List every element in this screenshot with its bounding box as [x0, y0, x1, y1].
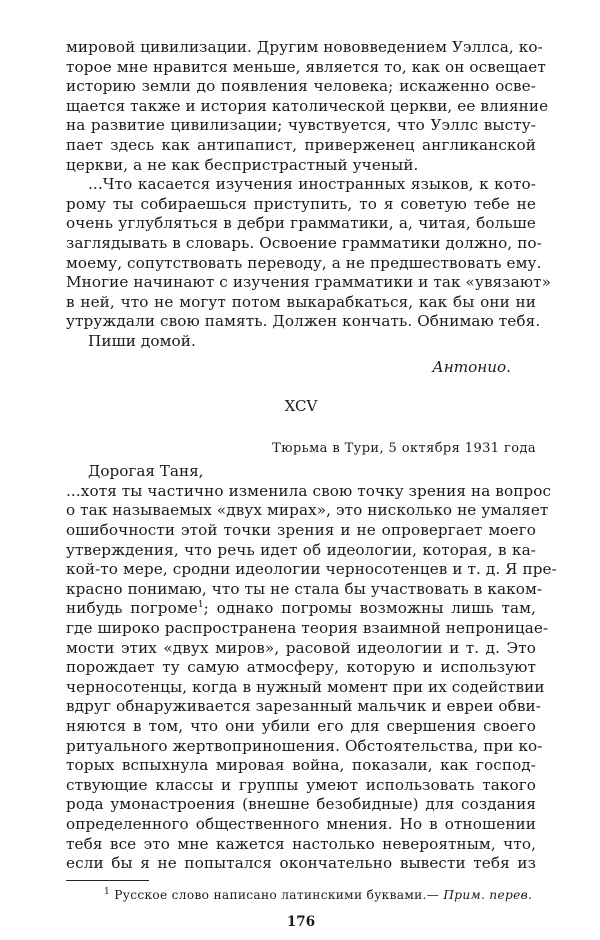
text-line: черносотенцы, когда в нужный момент при их содействии [66, 677, 545, 696]
text-line: Многие начинают с изучения грамматики и так «увязают» [66, 273, 552, 292]
text-line: порождает ту самую атмосферу, которую и используют [66, 658, 536, 677]
letter-number: XCV [284, 397, 318, 416]
greeting: Дорогая Таня, [88, 462, 204, 481]
text-line: если бы я не попытался окончательно вывести тебя из [66, 854, 536, 873]
text-line: ...хотя ты частично изменила свою точку зрения на вопрос [66, 481, 552, 500]
text-line: мости этих «двух миров», расовой идеологии и т. д. Это [66, 638, 536, 657]
text-line-with-footnote-ref [66, 599, 536, 619]
text-line: на развитие цивилизации; чувствуется, что Уэллс высту- [66, 116, 536, 135]
footnote-rule [66, 880, 149, 881]
text-line: где широко распространена теория взаимной непроницае- [66, 619, 549, 638]
text-line: вдруг обнаруживается зарезанный мальчик и евреи обви- [66, 697, 541, 716]
footnote-translator-note: Прим. перев. [443, 887, 533, 902]
text-line: торых вспыхнула мировая война, показали, как господ- [66, 756, 536, 775]
page-number: 176 [286, 913, 316, 930]
dateline: Тюрьма в Тури, 5 октября 1931 года [272, 440, 536, 456]
text-line: моему, сопутствовать переводу, а не предшествовать ему. [66, 253, 542, 272]
text-line: мировой цивилизации. Другим нововведением Уэллса, ко- [66, 38, 543, 56]
text-line: заглядывать в словарь. Освоение грамматики должно, по- [66, 233, 542, 252]
text-line: определенного общественного мнения. Но в отношении [66, 814, 536, 833]
text-line: рода умонастроения (внешне безобидные) для создания [66, 795, 536, 814]
text-line: красно понимаю, что ты не стала бы участвовать в каком- [66, 579, 543, 598]
paragraph-wells [66, 38, 549, 175]
text-before-ref: нибудь погроме [66, 599, 198, 618]
text-line: утверждения, что речь идет об идеологии, которая, в ка- [66, 540, 536, 559]
text-line: няются в том, что они убили его для свершения своего [66, 717, 536, 735]
text-line: пает здесь как антипапист, приверженец англиканской [66, 135, 536, 154]
footnote-text: Русское слово написано латинскими буквами.— [114, 887, 440, 902]
text-line: ритуального жертвоприношения. Обстоятельства, при ко- [66, 736, 543, 755]
footnote-marker: 1 [104, 886, 111, 897]
text-line: очень углубляться в дебри грамматики, а, читая, больше [66, 214, 536, 233]
text-line: ствующие классы и группы умеют использовать такого [66, 775, 536, 794]
book-page [66, 38, 557, 930]
text-line: рому ты собираешься приступить, то я советую тебе не [66, 194, 536, 213]
closing-line: Пиши домой. [88, 331, 196, 350]
text-line: историю земли до появления человека; искаженно осве- [66, 77, 536, 96]
text-line: щается также и история католической церкви, ее влияние [66, 96, 549, 115]
text-after-ref: ; однако погромы возможны лишь там, [203, 599, 536, 618]
text-line: кой-то мере, сродни идеологии черносотенцев и т. д. Я пре- [66, 560, 557, 579]
paragraph-two-worlds [66, 481, 557, 600]
text-line: церкви, а не как беспристрастный ученый. [66, 155, 419, 174]
text-line: утруждали свою память. Должен кончать. Обнимаю тебя. [66, 312, 541, 331]
signature: Антонио. [432, 357, 511, 376]
footnote-ref: 1 [197, 600, 204, 611]
text-line: в ней, что не могут потом выкарабкаться, как бы они ни [66, 292, 536, 311]
footnote [66, 886, 536, 904]
paragraph-two-worlds-cont [66, 619, 549, 874]
paragraph-languages [66, 175, 552, 332]
text-line: ...Что касается изучения иностранных языков, к кото- [88, 175, 536, 194]
text-line: тебя все это мне кажется настолько невероятным, что, [66, 834, 536, 853]
text-line: о так называемых «двух мирах», это нисколько не умаляет [66, 501, 549, 520]
text-line: ошибочности этой точки зрения и не опровергает моего [66, 521, 536, 540]
text-line: торое мне нравится меньше, является то, как он освещает [66, 57, 546, 76]
